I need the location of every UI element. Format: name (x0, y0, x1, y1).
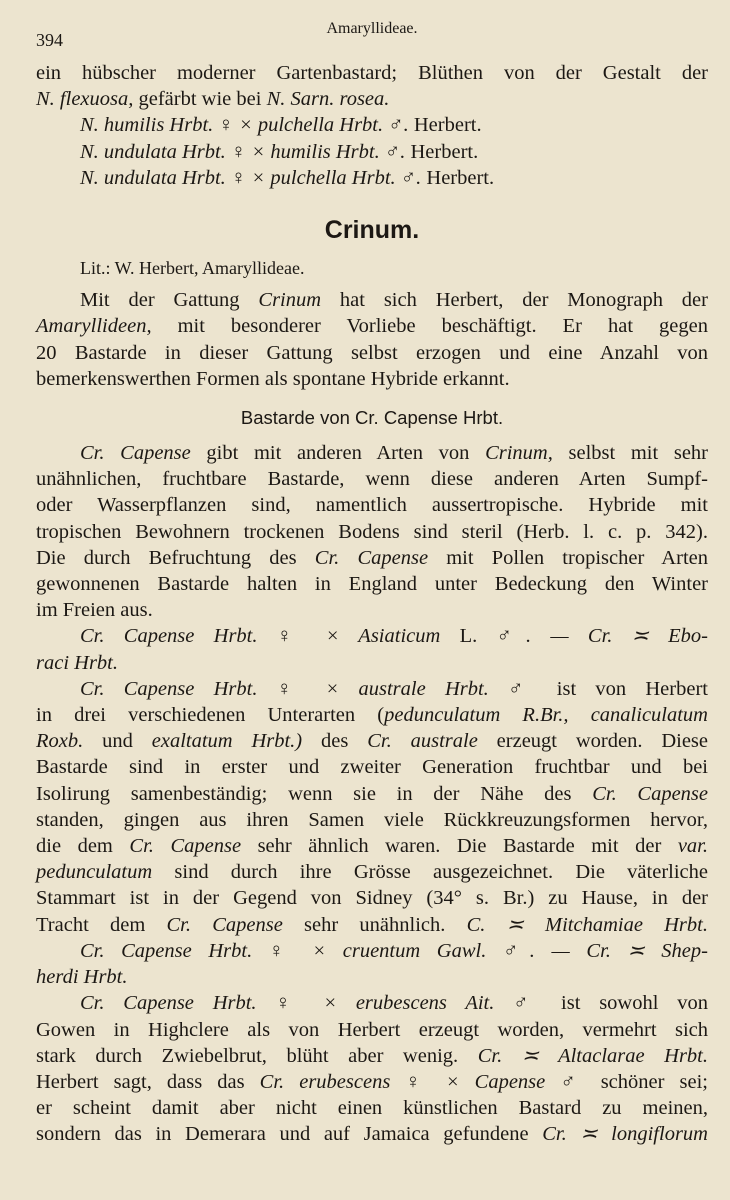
text-line (36, 466, 708, 492)
hybrid-entry (36, 990, 708, 1016)
text-segment: hat sich Herbert, der Monograph der (321, 289, 708, 312)
text-segment: Herbert. (421, 166, 495, 189)
text-segment: Mit der Gattung (80, 289, 259, 312)
text-segment: sondern das in Demerara und auf Jamaica gefundene (36, 1123, 543, 1146)
subsection-title: Bastarde von Cr. Capense Hrbt. (240, 407, 504, 429)
hybrid-entry (36, 165, 708, 191)
text-segment: gibt mit anderen Arten von (190, 442, 486, 465)
text-segment: Lit.: W. Herbert, Amaryllideae. (80, 258, 305, 279)
italic-text: Cr. Capense Hrbt. ♀ × erubescens Ait. ♂ (80, 992, 543, 1015)
italic-text: herdi Hrbt. (36, 966, 128, 989)
text-line (36, 1121, 708, 1147)
text-segment: mit besonderer Vorliebe beschäftigt. Er hat gegen (151, 315, 708, 338)
italic-text: exaltatum Hrbt.) (151, 730, 303, 753)
text-segment: Bastarde sind in erster und zweiter Generation fruchtbar und bei (36, 756, 708, 779)
text-segment: Isolirung samenbeständig; wenn sie in der Nähe des (36, 782, 593, 805)
text-line (36, 650, 708, 676)
text-segment: schöner sei; (585, 1070, 708, 1093)
text-segment: Die durch Befruchtung des (36, 546, 315, 569)
italic-text: Cr. Capense Hrbt. ♀ × Asiaticum (80, 625, 460, 648)
text-segment: erzeugt worden. Diese (477, 730, 709, 753)
text-line (36, 1043, 708, 1069)
italic-text: var. (677, 835, 709, 858)
italic-text: Cr. ≍ longiflorum (542, 1123, 708, 1146)
italic-text: N. humilis Hrbt. ♀ × pulchella Hrbt. ♂. (80, 114, 409, 137)
text-segment: er scheint damit aber nicht einen künstlichen Bastard zu meinen, (36, 1097, 708, 1120)
italic-text: C. ≍ Mitchamiae Hrbt. (466, 913, 708, 936)
italic-text: Crinum, (485, 442, 553, 465)
text-line (36, 60, 708, 86)
italic-text: Cr. Capense Hrbt. ♀ × australe Hrbt. ♂ (80, 677, 538, 700)
italic-text: Cr. Capense (314, 546, 429, 569)
text-segment: sehr ähnlich waren. Die Bastarde mit der (241, 835, 678, 858)
text-line (36, 1069, 708, 1095)
italic-text: Cr. Capense (129, 835, 242, 858)
text-line (36, 597, 708, 623)
italic-text: N. flexuosa, (36, 88, 134, 111)
text-line (36, 833, 708, 859)
literature-reference (36, 255, 708, 281)
italic-text: N. Sarn. rosea. (266, 88, 390, 111)
text-segment: tropischen Bewohnern trockenen Bodens sind steril (Herb. l. c. p. 342). (36, 520, 708, 543)
hybrid-entry (36, 139, 708, 165)
text-line (36, 728, 708, 754)
text-segment: selbst mit sehr (552, 442, 708, 465)
text-line (36, 366, 708, 392)
text-segment: die dem (36, 835, 130, 858)
text-segment: Stammart ist in der Gegend von Sidney (34° s. Br.) zu Hause, in der (36, 887, 708, 910)
text-line (36, 519, 708, 545)
italic-text: Cr. australe (367, 730, 478, 753)
text-line (36, 912, 708, 938)
text-segment: gewonnenen Bastarde halten in England unter Bedeckung den Winter (36, 573, 708, 596)
text-line (36, 781, 708, 807)
page-number: 394 (36, 30, 63, 50)
italic-text: ♂. — Cr. ≍ Ebo- (496, 625, 708, 648)
text-segment: ist sowohl von (542, 992, 708, 1015)
text-segment: stark durch Zwiebelbrut, blüht aber wenig. (36, 1044, 478, 1067)
text-line (36, 885, 708, 911)
italic-text: Cr. Capense (592, 782, 708, 805)
italic-text: Cr. Capense (166, 913, 283, 936)
text-segment: 20 Bastarde in dieser Gattung selbst erzogen und eine Anzahl von (36, 341, 708, 364)
text-segment: Gowen in Highclere als von Herbert erzeugt worden, vermehrt sich (36, 1018, 708, 1041)
text-line (36, 964, 708, 990)
italic-text: N. undulata Hrbt. ♀ × pulchella Hrbt. ♂. (80, 166, 422, 189)
text-line (36, 1095, 708, 1121)
text-line (36, 1017, 708, 1043)
text-segment: ist von Herbert (537, 677, 708, 700)
italic-text: pedunculatum R.Br., canaliculatum (384, 704, 708, 727)
text-segment: gefärbt wie bei (133, 88, 267, 111)
text-line (36, 492, 708, 518)
hybrid-entry (36, 623, 708, 649)
text-segment: sehr unähnlich. (282, 913, 467, 936)
text-segment: im Freien aus. (36, 599, 153, 622)
text-line (36, 807, 708, 833)
text-segment: und (83, 730, 152, 753)
hybrid-entry (36, 938, 708, 964)
text-line (36, 287, 708, 313)
text-line (36, 313, 708, 339)
text-segment: unähnlichen, fruchtbare Bastarde, wenn diese anderen Arten Sumpf- (36, 468, 708, 491)
italic-text: raci Hrbt. (36, 651, 118, 674)
text-segment: mit Pollen tropischer Arten (428, 546, 708, 569)
italic-text: Cr. ≍ Altaclarae Hrbt. (477, 1044, 708, 1067)
text-segment: ein hübscher moderner Gartenbastard; Blüthen von der Gestalt der (36, 62, 708, 84)
text-segment: in drei verschiedenen Unterarten ( (36, 704, 385, 727)
text-line (36, 545, 708, 571)
italic-text: pedunculatum (36, 861, 153, 884)
hybrid-entry (36, 676, 708, 702)
page-header (36, 20, 708, 60)
text-segment: Tracht dem (36, 913, 167, 936)
section-title: Crinum. (324, 216, 420, 245)
text-segment: Herbert. (408, 114, 482, 137)
text-line (36, 440, 708, 466)
italic-text: Roxb. (36, 730, 84, 753)
text-segment: des (302, 730, 368, 753)
hybrid-entry (36, 112, 708, 138)
italic-text: N. undulata Hrbt. ♀ × humilis Hrbt. ♂. (80, 140, 406, 163)
text-segment: Herbert. (405, 140, 479, 163)
text-segment: bemerkenswerthen Formen als spontane Hybride erkannt. (36, 367, 510, 390)
italic-text: Cr. Capense Hrbt. ♀ × cruentum Gawl. ♂. — Cr. ≍ Shep- (80, 939, 708, 962)
text-segment: sind durch ihre Grösse ausgezeichnet. Die väterliche (152, 861, 708, 884)
italic-text: Amaryllideen, (36, 315, 152, 338)
text-segment: oder Wasserpflanzen sind, namentlich aussertropische. Hybride mit (36, 494, 708, 517)
text-line (36, 859, 708, 885)
italic-text: Crinum (258, 289, 322, 312)
text-segment: Herbert sagt, dass das (36, 1070, 260, 1093)
text-segment: standen, gingen aus ihren Samen viele Rückkreuzungsformen hervor, (36, 808, 708, 831)
running-title: Amaryllideae. (326, 20, 418, 37)
italic-text: Cr. erubescens ♀ × Capense ♂ (259, 1070, 586, 1093)
text-line (36, 754, 708, 780)
text-line (36, 702, 708, 728)
text-line (36, 86, 708, 112)
text-line (36, 340, 708, 366)
text-segment: L. (459, 625, 497, 648)
text-line (36, 571, 708, 597)
italic-text: Cr. Capense (80, 442, 191, 465)
